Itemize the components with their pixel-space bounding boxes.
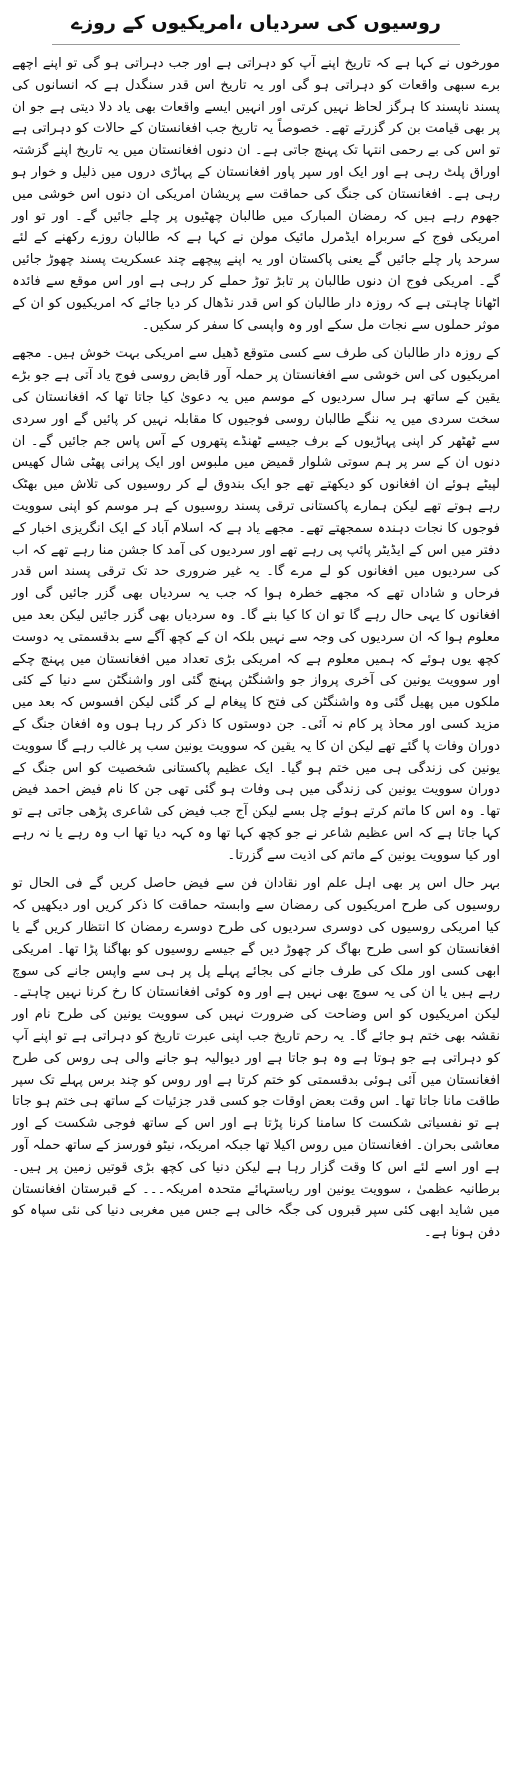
article-paragraph-2: کے روزہ دار طالبان کی طرف سے کسی متوقع ڈھیل سے امریکی بہت خوش ہیں۔ مجھے امریکیوں کی اس خوشی سے افغانستان پر حملہ آور قابض روسی فوج یاد آتی ہے جو بڑے یقین کے ساتھ ہر سال سردیوں کے موسم میں یہ دعویٰ کیا جاتا تھا کہ افغانستان کی سخت سردی میں یہ ننگے طالبان روسی فوجیوں کا مقابلہ نہیں کر پائیں گے اور سردی سے ٹھٹھر کر اپنی پہاڑیوں کے برف جیسے ٹھنڈے پتھروں کے آس پاس جم جائیں گے۔ ان دنوں ان کے سر پر ہم سوتی شلوار قمیض میں ملبوس اور ایک پرانی پھٹی شال کھیس لپیٹے ہوئے ان افغانوں کو دیکھتے تھے جو ایک بندوق لے کر روسیوں کی تلاش میں بھٹک رہے ہوتے تھے لیکن ہمارے پاکستانی ترقی پسند روسیوں کے ہر موسم کو اپنی سوویت فوجوں کا نجات دہندہ سمجھتے تھے۔ مجھے یاد ہے کہ اسلام آباد کے ایک انگریزی اخبار کے دفتر میں اس کے ایڈیٹر پائپ پی رہے تھے اور سردیوں کی آمد کا جشن منا رہے تھے کہ اب کی سردیوں میں افغانوں کو لے مرے گا۔ یہ غیر ضروری حد تک ترقی پسند اس قدر فرحاں و شاداں تھے کہ مجھے خطرہ ہوا کہ جب یہ سردیاں بھی گزر جائیں گی اور افغانوں کا یہی حال رہے گا تو ان کا کیا بنے گا۔ وہ سردیاں بھی گزر جائیں لیکن بعد میں معلوم ہوا کہ ان سردیوں کی وجہ سے نہیں بلکہ ان کے کچھ آگے سے بدقسمتی یہ دوست کچھ یوں ہوئے کہ ہمیں معلوم ہے کہ امریکی بڑی تعداد میں افغانستان میں پہنچ چکے اور سوویت یونین کی آخری پرواز جو واشنگٹن پہنچ گئی اور واشنگٹن سے دنیا کے کئی ملکوں میں پھیل گئی وہ واشنگٹن کی فتح کا پیغام لے کر گئی لیکن افسوس کہ بعد میں مزید کسی اور محاذ پر کام نہ آئی۔ جن دوستوں کا ذکر کر رہا ہوں وہ افغان جنگ کے دوران وفات پا گئے تھے لیکن ان کا یہ یقین کہ سوویت یونین سب پر غالب رہے گا سوویت یونین کی زندگی ہی میں ختم ہو گیا۔ ایک عظیم پاکستانی شخصیت کو اس جنگ کے دوران سوویت یونین کی زندگی میں ہی وفات ہو گئی تھی جن کا نام فیض احمد فیض تھا۔ وہ اس کا ماتم کرتے ہوئے چل بسے لیکن آج جب فیض کی شاعری پڑھی جاتی ہے تو کہا جاتا ہے کہ اس عظیم شاعر نے جو کچھ کہا تھا وہ کہہ دیا تھا اب وہ رہے یا نہ رہے اور کیا سوویت یونین کے ماتم کی اذیت سے گزرتا۔ [12,346,500,863]
article-paragraph-3: بہر حال اس پر بھی اہل علم اور نقادان فن سے فیض حاصل کریں گے فی الحال تو روسیوں کی طرح امریکیوں کی رمضان سے وابستہ حماقت کا ذکر کریں اور دیکھیں کہ کیا امریکی روسیوں کی دوسری سردیوں کی طرح دوسرے رمضان کا انتظار کریں گے یا افغانستان کو اسی طرح بھاگ کر چھوڑ دیں گے جیسے روسیوں کو بھاگنا پڑا تھا۔ امریکی ابھی کسی اور ملک کی طرف جانے کی بجائے پہلے پل پر ہی سے واپس جانے کی سوچ رہے ہیں یا ان کی یہ سوچ بھی نہیں ہے اور وہ کوئی افغانستان کا رخ کرنا نہیں چاہتے۔ لیکن امریکیوں کو اس وضاحت کی ضرورت نہیں کی سوویت یونین کی طرح نام اور نقشہ بھی ختم ہو جائے گا۔ یہ رحم تاریخ جب اپنی عبرت تاریخ کو دہراتی ہے تو اپنے آپ کو دہراتی ہے جو ہوتا ہے وہ ہو جاتا ہے اور دیوالیہ ہو جانے والی ہی روس کی طرح افغانستان میں آئی ہوئی بدقسمتی کو ختم کرتا ہے اور روس کو چند برس پہلے تک سپر طاقت مانا جاتا تھا۔ اس وقت بعض اوقات جو کسی قدر جزئیات کے ساتھ ہی ختم ہو جاتا ہے تو نفسیاتی شکست کا سامنا کرنا پڑتا ہے اور اس کے ساتھ فوجی شکست کے اور معاشی بحران۔ افغانستان میں روس اکیلا تھا جبکہ امریکہ، نیٹو فورسز کے ساتھ حملہ آور ہے اور اسے لئے اس کا وقت گزار رہا ہے لیکن دنیا کی کچھ بڑی قوتیں زمین پر ہیں۔ برطانیہ عظمیٰ ، سوویت یونین اور ریاستہائے متحدہ امریکہ۔۔۔ کے قبرستان افغانستان میں شاید ابھی کئی سپر قبروں کی جگہ خالی ہے جس میں مغربی دنیا کی نئی سپاہ کو دفن ہونا ہے۔ [12,876,500,1241]
headline-divider [52,44,460,45]
article-paragraph-1: مورخوں نے کہا ہے کہ تاریخ اپنے آپ کو دہراتی ہے اور جب دہراتی ہو گی تو اپنے اچھے برے سبھی واقعات کو دہراتی ہو گی اور یہ تاریخ اس قدر سنگدل ہے کہ انسانوں کی پسند ناپسند کا ہرگز لحاظ نہیں کرتی اور انہیں ایسے واقعات بھی یاد دلا دیتی ہے جو ان پر بھی قیامت بن کر گزرتے تھے۔ خصوصاً یہ تاریخ جب افغانستان کے حالات کو دہراتی ہے تو اس کی بے رحمی انتہا تک پہنچ جاتی ہے۔ ان دنوں افغانستان میں یہ تاریخ اپنے گزشتہ اوراق پلٹ رہی ہے اور ایک اور سپر پاور افغانستان کے پہاڑی دروں میں ذلیل و خوار ہو رہی ہے۔ افغانستان کی جنگ کی حماقت سے پریشان امریکی ان دنوں اس خوشی میں جھوم رہے ہیں کہ رمضان المبارک میں طالبان چھٹیوں پر چلے جائیں گے۔ اور تو اور امریکی فوج کے سربراہ ایڈمرل مائیک مولن نے کہا ہے کہ طالبان روزے رکھنے کے لئے سرحد پار چلے جائیں گے یعنی پاکستان اور یہ اپنے پیچھے چند عسکریت پسند چھوڑ جائیں گے۔ امریکی فوج ان دنوں طالبان پر تابڑ توڑ حملے کر رہی ہے اور اس موقع سے فائدہ اٹھانا چاہتی ہے کہ روزہ دار طالبان کو اس قدر نڈھال کر دیا جائے کہ امریکیوں کو ان کے موثر حملوں سے نجات مل سکے اور وہ واپسی کا سفر کر سکیں۔ [12,56,500,333]
headline: روسیوں کی سردیاں ،امریکیوں کے روزے [71,12,441,34]
article-body [12,53,500,1244]
